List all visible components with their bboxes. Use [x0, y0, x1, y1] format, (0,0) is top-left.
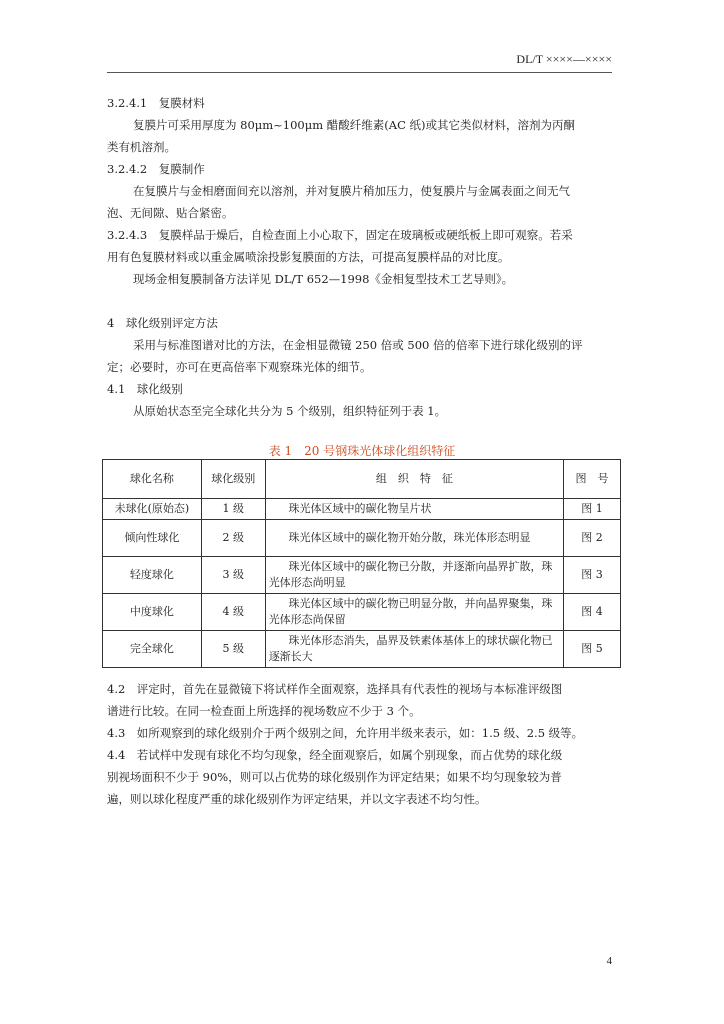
header-cell-feature: 组 织 特 征: [265, 460, 563, 499]
spheroidization-table: [102, 459, 621, 668]
cell-name: 中度球化: [103, 594, 202, 631]
cell-grade: 5 级: [201, 631, 265, 668]
header-rule: [107, 72, 612, 73]
cell-figure: 图 2: [564, 520, 621, 557]
section-3241-body-line1: 复膜片可采用厚度为 80μm~100μm 醋酸纤维素(AC 纸)或其它类似材料，溶剂为丙酮: [133, 118, 576, 132]
header-cell-figure: 图 号: [564, 460, 621, 499]
section-3242-title: 3.2.4.2 复膜制作: [107, 162, 205, 176]
cell-name: 未球化(原始态): [103, 499, 202, 520]
section-44-line2: 别视场面积不少于 90%，则可以占优势的球化级别作为评定结果；如果不均匀现象较为普: [107, 770, 562, 784]
table-row: [103, 594, 621, 631]
table-caption: 表 1 20 号钢珠光体球化组织特征: [268, 444, 456, 458]
section-3242-body-line1: 在复膜片与金相磨面间充以溶剂，并对复膜片稍加压力，使复膜片与金属表面之间无气: [133, 184, 570, 198]
cell-feature: 珠光体区域中的碳化物已明显分散，并向晶界聚集，珠光体形态尚保留: [265, 594, 563, 631]
table-row: [103, 557, 621, 594]
cell-feature: 珠光体形态消失，晶界及铁素体基体上的球状碳化物已逐渐长大: [265, 631, 563, 668]
section-42-line2: 谱进行比较。在同一检查面上所选择的视场数应不少于 3 个。: [107, 704, 421, 718]
cell-grade: 3 级: [201, 557, 265, 594]
section-41-body: 从原始状态至完全球化共分为 5 个级别，组织特征列于表 1。: [133, 404, 447, 418]
section-3242-body-line2: 泡、无间隙、贴合紧密。: [107, 206, 234, 220]
document-id-header: DL/T ××××—××××: [516, 52, 612, 66]
section-3243-line1: 3.2.4.3 复膜样品于燥后，自检查面上小心取下，固定在玻璃板或硬纸板上即可观察。若采: [107, 228, 573, 242]
section-4-title: 4 球化级别评定方法: [107, 316, 218, 330]
cell-name: 倾向性球化: [103, 520, 202, 557]
cell-feature: 珠光体区域中的碳化物呈片状: [265, 499, 563, 520]
table-row: [103, 631, 621, 668]
table-header-row: [103, 460, 621, 499]
section-4-body-line2: 定；必要时，亦可在更高倍率下观察珠光体的细节。: [107, 360, 372, 374]
cell-name: 轻度球化: [103, 557, 202, 594]
cell-feature: 珠光体区域中的碳化物开始分散，珠光体形态明显: [265, 520, 563, 557]
cell-name: 完全球化: [103, 631, 202, 668]
cell-feature: 珠光体区域中的碳化物已分散，并逐渐向晶界扩散，珠光体形态尚明显: [265, 557, 563, 594]
section-4-body-line1: 采用与标准图谱对比的方法，在金相显微镜 250 倍或 500 倍的倍率下进行球化级别的评: [133, 338, 583, 352]
table-row: [103, 499, 621, 520]
cell-grade: 4 级: [201, 594, 265, 631]
cell-grade: 1 级: [201, 499, 265, 520]
cell-figure: 图 3: [564, 557, 621, 594]
section-44-line1: 4.4 若试样中发现有球化不均匀现象，经全面观察后，如属个别现象，而占优势的球化级: [107, 748, 563, 762]
section-42-line1: 4.2 评定时，首先在显微镜下将试样作全面观察，选择具有代表性的视场与本标准评级图: [107, 682, 563, 696]
section-3241-body-line2: 类有机溶剂。: [107, 140, 176, 154]
section-44-line3: 遍，则以球化程度严重的球化级别作为评定结果，并以文字表述不均匀性。: [107, 792, 487, 806]
cell-figure: 图 5: [564, 631, 621, 668]
section-43-line1: 4.3 如所观察到的球化级别介于两个级别之间，允许用半级来表示，如：1.5 级、2.5 级等。: [107, 726, 584, 740]
section-3241-title: 3.2.4.1 复膜材料: [107, 96, 205, 110]
header-cell-name: 球化名称: [103, 460, 202, 499]
cell-figure: 图 4: [564, 594, 621, 631]
cell-figure: 图 1: [564, 499, 621, 520]
page-number: 4: [606, 955, 612, 967]
section-3243-line2: 用有色复膜材料或以重金属喷涂投影复膜面的方法，可提高复膜样品的对比度。: [107, 250, 510, 264]
table-row: [103, 520, 621, 557]
section-3243-line3: 现场金相复膜制备方法详见 DL/T 652—1998《金相复型技术工艺导则》。: [133, 272, 514, 286]
header-cell-grade: 球化级别: [201, 460, 265, 499]
cell-grade: 2 级: [201, 520, 265, 557]
section-41-title: 4.1 球化级别: [107, 382, 183, 396]
